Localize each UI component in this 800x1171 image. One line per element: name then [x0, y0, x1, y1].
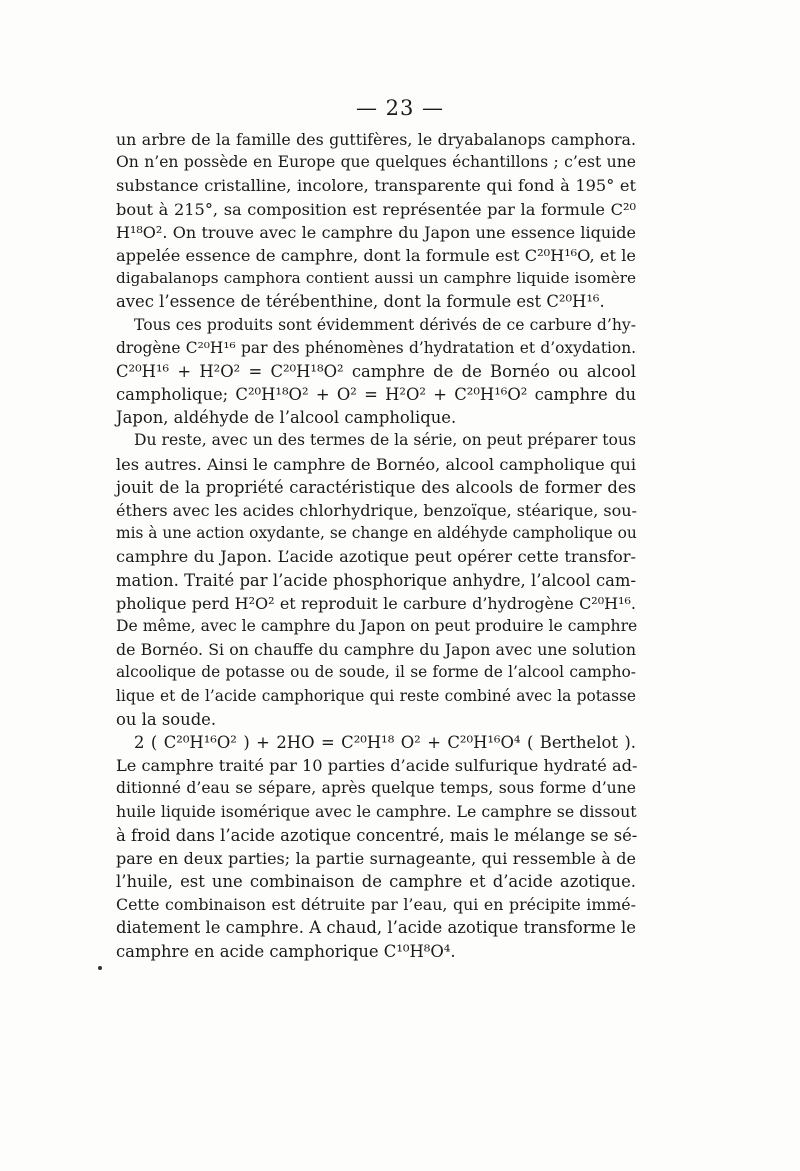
text-line: Tous ces produits sont évidemment dérivés de ce carbure d’hy-: [134, 315, 636, 334]
text-line: camphre en acide camphorique C¹⁰H⁸O⁴.: [116, 941, 456, 961]
text-line: alcoolique de potasse ou de soude, il se forme de l’alcool campho-: [116, 663, 636, 682]
text-line: Japon, aldéhyde de l’alcool campholique.: [116, 408, 457, 428]
text-line: éthers avec les acides chlorhydrique, benzoïque, stéarique, sou-: [116, 501, 637, 520]
page-number: — 23 —: [355, 96, 445, 120]
text-line: substance cristalline, incolore, transparente qui fond à 195° et: [116, 176, 636, 196]
text-line: mis à une action oxydante, se change en aldéhyde campholique ou: [116, 524, 637, 543]
text-line: 2 ( C²⁰H¹⁶O² ) + 2HO = C²⁰H¹⁸ O² + C²⁰H¹⁶O⁴ ( Berthelot ).: [134, 732, 636, 752]
text-line: appelée essence de camphre, dont la formule est C²⁰H¹⁶O, et le: [116, 245, 636, 265]
text-line: camphre du Japon. L’acide azotique peut opérer cette transfor-: [116, 547, 636, 567]
ink-dot: [98, 966, 102, 970]
text-line: bout à 215°, sa composition est représentée par la formule C²⁰: [116, 199, 636, 219]
text-line: ou la soude.: [116, 709, 217, 729]
text-line: l’huile, est une combinaison de camphre et d’acide azotique.: [116, 872, 636, 891]
text-line: diatement le camphre. A chaud, l’acide azotique transforme le: [116, 918, 636, 938]
text-line: campholique; C²⁰H¹⁸O² + O² = H²O² + C²⁰H¹⁶O² camphre du: [116, 385, 636, 405]
text-line: Le camphre traité par 10 parties d’acide sulfurique hydraté ad-: [116, 756, 638, 776]
text-line: pare en deux parties; la partie surnageante, qui ressemble à de: [116, 848, 636, 868]
text-line: un arbre de la famille des guttifères, le dryabalanops camphora.: [116, 130, 636, 149]
text-line: pholique perd H²O² et reproduit le carbure d’hydrogène C²⁰H¹⁶.: [116, 593, 636, 613]
text-line: Du reste, avec un des termes de la série, on peut préparer tous: [134, 431, 636, 450]
text-line: On n’en possède en Europe que quelques échantillons ; c’est une: [116, 153, 636, 172]
text-line: C²⁰H¹⁶ + H²O² = C²⁰H¹⁸O² camphre de de Bornéo ou alcool: [116, 361, 636, 381]
text-line: ditionné d’eau se sépare, après quelque temps, sous forme d’une: [116, 779, 636, 798]
body-text: [116, 128, 636, 963]
text-line: huile liquide isomérique avec le camphre. Le camphre se dissout: [116, 802, 637, 822]
text-line: à froid dans l’acide azotique concentré, mais le mélange se sé-: [116, 825, 638, 845]
text-line: Cette combinaison est détruite par l’eau, qui en précipite immé-: [116, 895, 636, 915]
text-line: lique et de l’acide camphorique qui reste combiné avec la potasse: [116, 686, 636, 705]
text-line: H¹⁸O². On trouve avec le camphre du Japon une essence liquide: [116, 222, 636, 242]
text-line: les autres. Ainsi le camphre de Bornéo, alcool campholique qui: [116, 454, 636, 474]
text-line: drogène C²⁰H¹⁶ par des phénomènes d’hydratation et d’oxydation.: [116, 338, 636, 357]
text-line: digabalanops camphora contient aussi un camphre liquide isomère: [116, 269, 636, 288]
text-line: jouit de la propriété caractéristique des alcools de former des: [116, 477, 636, 497]
text-line: avec l’essence de térébenthine, dont la formule est C²⁰H¹⁶.: [116, 292, 605, 312]
text-line: mation. Traité par l’acide phosphorique anhydre, l’alcool cam-: [116, 570, 636, 590]
text-line: De même, avec le camphre du Japon on peut produire le camphre: [116, 616, 638, 635]
text-line: de Bornéo. Si on chauffe du camphre du Japon avec une solution: [116, 640, 636, 660]
